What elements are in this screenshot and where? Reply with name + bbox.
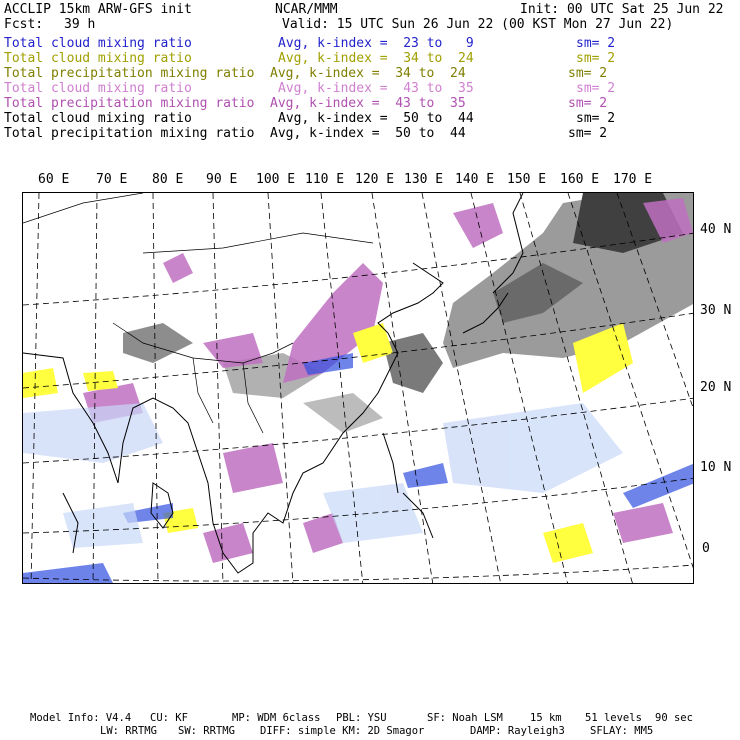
- legend-field-1: Total cloud mixing ratio: [4, 36, 192, 51]
- resolution: 15 km: [530, 712, 562, 724]
- legend-sm-7: sm= 2: [568, 126, 608, 141]
- lon-label: 140 E: [455, 172, 495, 187]
- legend-field-4: Total cloud mixing ratio: [4, 81, 192, 96]
- lon-label: 70 E: [96, 172, 128, 187]
- timestep: 90 sec: [655, 712, 693, 724]
- lon-label: 160 E: [560, 172, 600, 187]
- legend-field-3: Total precipitation mixing ratio: [4, 66, 255, 81]
- lon-label: 90 E: [206, 172, 238, 187]
- fcst-label: Fcst:: [4, 17, 44, 32]
- lat-label: 30 N: [700, 303, 732, 318]
- lw-scheme: LW: RRTMG: [100, 725, 157, 737]
- mp-scheme: MP: WDM 6class: [232, 712, 321, 724]
- lon-label: 100 E: [256, 172, 296, 187]
- legend-field-5: Total precipitation mixing ratio: [4, 96, 255, 111]
- lon-label: 60 E: [38, 172, 70, 187]
- damp-scheme: DAMP: Rayleigh3: [470, 725, 565, 737]
- legend-avg-7: Avg, k-index = 50 to 44: [270, 126, 466, 141]
- legend-sm-4: sm= 2: [576, 81, 616, 96]
- pbl-scheme: PBL: YSU: [336, 712, 387, 724]
- cu-scheme: CU: KF: [150, 712, 188, 724]
- sf-scheme: SF: Noah LSM: [427, 712, 503, 724]
- legend-avg-1: Avg, k-index = 23 to 9: [278, 36, 474, 51]
- map-graphic: [23, 193, 694, 584]
- init-time: Init: 00 UTC Sat 25 Jun 22: [520, 2, 724, 17]
- fcst-value: 39 h: [64, 17, 96, 32]
- lon-label: 170 E: [613, 172, 653, 187]
- model-title: ACCLIP 15km ARW-GFS init: [4, 2, 192, 17]
- diff-scheme: DIFF: simple KM: 2D Smagor: [260, 725, 425, 737]
- legend-sm-1: sm= 2: [576, 36, 616, 51]
- legend-avg-5: Avg, k-index = 43 to 35: [270, 96, 466, 111]
- legend-field-6: Total cloud mixing ratio: [4, 111, 192, 126]
- legend-sm-6: sm= 2: [576, 111, 616, 126]
- legend-avg-4: Avg, k-index = 43 to 35: [278, 81, 474, 96]
- legend-sm-5: sm= 2: [568, 96, 608, 111]
- lon-label: 80 E: [152, 172, 184, 187]
- lon-label: 130 E: [404, 172, 444, 187]
- map-panel: [22, 192, 694, 584]
- legend-avg-3: Avg, k-index = 34 to 24: [270, 66, 466, 81]
- valid-time: Valid: 15 UTC Sun 26 Jun 22 (00 KST Mon 27 Jun 22): [282, 17, 674, 32]
- center-name: NCAR/MMM: [275, 2, 338, 17]
- legend-sm-2: sm= 2: [576, 51, 616, 66]
- sflay-scheme: SFLAY: MM5: [590, 725, 654, 737]
- lon-label: 150 E: [507, 172, 547, 187]
- lat-label: 40 N: [700, 222, 732, 237]
- legend-field-2: Total cloud mixing ratio: [4, 51, 192, 66]
- lon-label: 120 E: [355, 172, 395, 187]
- levels: 51 levels: [585, 712, 642, 724]
- sw-scheme: SW: RRTMG: [178, 725, 235, 737]
- model-info: Model Info: V4.4: [30, 712, 132, 724]
- legend-avg-6: Avg, k-index = 50 to 44: [278, 111, 474, 126]
- lon-label: 110 E: [305, 172, 345, 187]
- legend-avg-2: Avg, k-index = 34 to 24: [278, 51, 474, 66]
- lat-label: 20 N: [700, 380, 732, 395]
- legend-sm-3: sm= 2: [568, 66, 608, 81]
- lat-label: 10 N: [700, 460, 732, 475]
- lat-label: 0: [702, 541, 710, 556]
- legend-field-7: Total precipitation mixing ratio: [4, 126, 255, 141]
- high-cloud-field: [123, 193, 694, 433]
